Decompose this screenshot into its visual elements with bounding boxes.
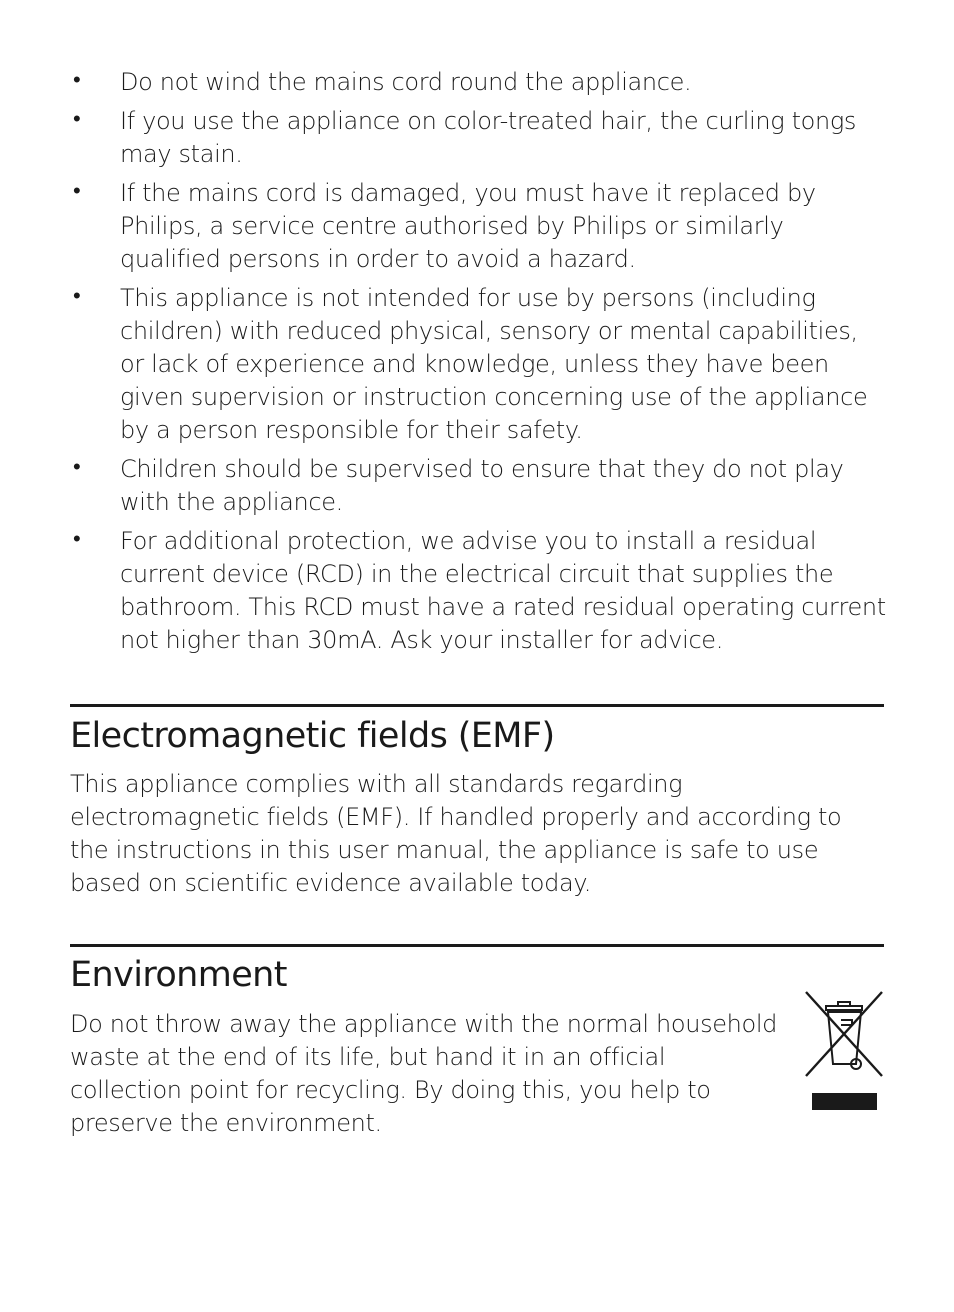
- bullet-dot: •: [73, 107, 81, 132]
- emf-paragraph: This appliance complies with all standards regarding electromagnetic fields (EMF). If handled properly and according to the instructions in this user manual, the appliance is safe to use based on scientific evidence available today.: [70, 770, 842, 897]
- safety-bullet-text: For additional protection, we advise you to install a residual current device (RCD) in the electrical circuit that supplies the bathroom. This RCD must have a rated residual operating current not higher than 30mA. Ask your installer for advice.: [120, 527, 886, 654]
- emf-heading: Electromagnetic fields (EMF): [70, 716, 555, 756]
- safety-bullet: [70, 282, 886, 447]
- safety-bullet: [70, 453, 886, 519]
- bullet-dot: •: [73, 179, 81, 204]
- section-divider: [70, 704, 884, 707]
- safety-bullet-text: Do not wind the mains cord round the appliance.: [120, 68, 692, 96]
- safety-bullet: [70, 105, 886, 171]
- safety-bullet: [70, 66, 886, 99]
- bullet-dot: •: [73, 527, 81, 552]
- safety-bullet: [70, 525, 886, 657]
- safety-bullet-text: Children should be supervised to ensure that they do not play with the appliance.: [120, 455, 844, 516]
- environment-heading: Environment: [70, 955, 287, 995]
- crossed-out-wheelie-bin-icon: [804, 990, 884, 1112]
- section-divider: [70, 944, 884, 947]
- safety-bullet-text: If the mains cord is damaged, you must have it replaced by Philips, a service centre authorised by Philips or similarly qualified persons in order to avoid a hazard.: [120, 179, 816, 273]
- bullet-dot: •: [73, 455, 81, 480]
- safety-bullet: [70, 177, 886, 276]
- bullet-dot: •: [73, 68, 81, 93]
- safety-bullet-text: If you use the appliance on color-treated hair, the curling tongs may stain.: [120, 107, 857, 168]
- safety-bullet-list: [70, 66, 886, 663]
- safety-bullet-text: This appliance is not intended for use by persons (including children) with reduced physical, sensory or mental capabilities, or lack of experience and knowledge, unless they have been given supervision or instruction concerning use of the appliance by a person responsible for their safety.: [120, 284, 868, 444]
- environment-paragraph: Do not throw away the appliance with the normal household waste at the end of its life, but hand it in an official collection point for recycling. By doing this, you help to preserve the environment.: [70, 1010, 778, 1137]
- bullet-dot: •: [73, 284, 81, 309]
